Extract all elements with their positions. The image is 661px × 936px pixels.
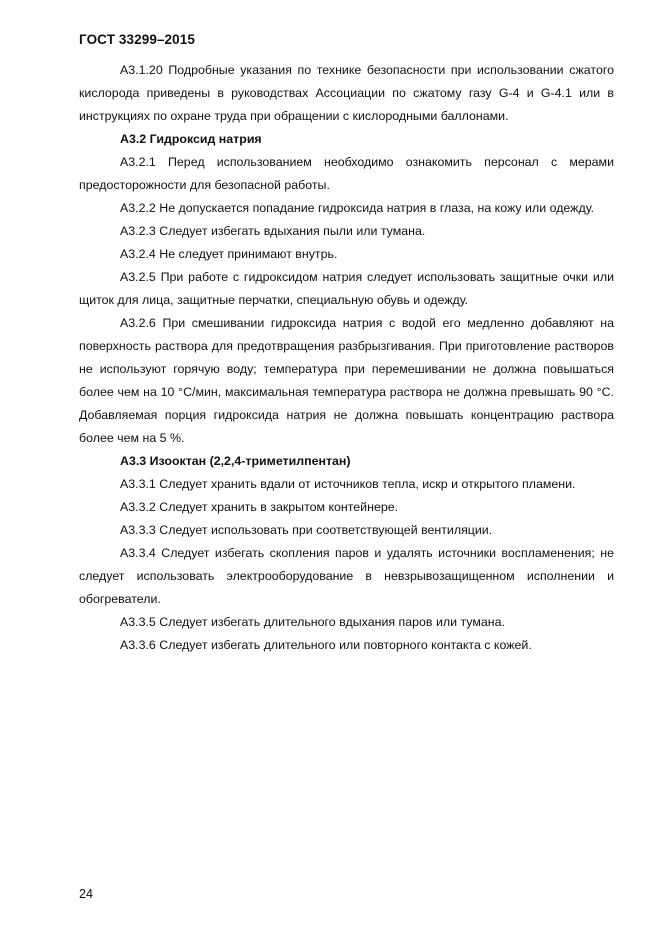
document-body [79,59,614,657]
subsection-heading-sodium-hydroxide: А3.2 Гидроксид натрия [120,132,262,146]
paragraph-a3-3-5: А3.3.5 Следует избегать длительного вдыхания паров или тумана. [120,615,505,629]
document-header: ГОСТ 33299–2015 [79,32,195,47]
paragraph-a3-3-2: А3.3.2 Следует хранить в закрытом контейнере. [120,500,399,514]
paragraph-a3-2-6: А3.2.6 При смешивании гидроксида натрия с водой его медленно добавляют на поверхность раствора для предотвращения разбрызгивания. При приготовление растворов не используют горячую воду; температура при перемешивании не должна повышаться более чем на 10 °С/мин, максимальная температура раствора не должна превышать 90 °С. Добавляемая порция гидроксида натрия не должна повышать концентрацию раствора более чем на 5 %. [79,316,614,445]
paragraph-a3-2-2: А3.2.2 Не допускается попадание гидроксида натрия в глаза, на кожу или одежду. [120,201,595,215]
paragraph-a3-3-1: А3.3.1 Следует хранить вдали от источников тепла, искр и открытого пламени. [120,477,576,491]
paragraph-a3-2-3: А3.2.3 Следует избегать вдыхания пыли или тумана. [120,224,426,238]
paragraph-a3-3-3: А3.3.3 Следует использовать при соответствующей вентиляции. [120,523,493,537]
page-number: 24 [79,887,93,901]
paragraph-a3-2-5: А3.2.5 При работе с гидроксидом натрия следует использовать защитные очки или щиток для лица, защитные перчатки, специальную обувь и одежду. [79,270,614,307]
paragraph-a3-2-1: А3.2.1 Перед использованием необходимо ознакомить персонал с мерами предосторожности для безопасной работы. [79,155,614,192]
paragraph-a3-3-6: А3.3.6 Следует избегать длительного или повторного контакта с кожей. [120,638,532,652]
subsection-heading-isooctane: А3.3 Изооктан (2,2,4-триметилпентан) [120,454,351,468]
paragraph-a3-3-4: А3.3.4 Следует избегать скопления паров и удалять источники воспламенения; не следует использовать электрооборудование в невзрывозащищенном исполнении и обогреватели. [79,546,614,606]
paragraph-a3-2-4: А3.2.4 Не следует принимают внутрь. [120,247,338,261]
paragraph-a3-1-20: А3.1.20 Подробные указания по технике безопасности при использовании сжатого кислорода приведены в руководствах Ассоциации по сжатому газу G-4 и G-4.1 или в инструкциях по охране труда при обращении с кислородными баллонами. [79,63,614,123]
